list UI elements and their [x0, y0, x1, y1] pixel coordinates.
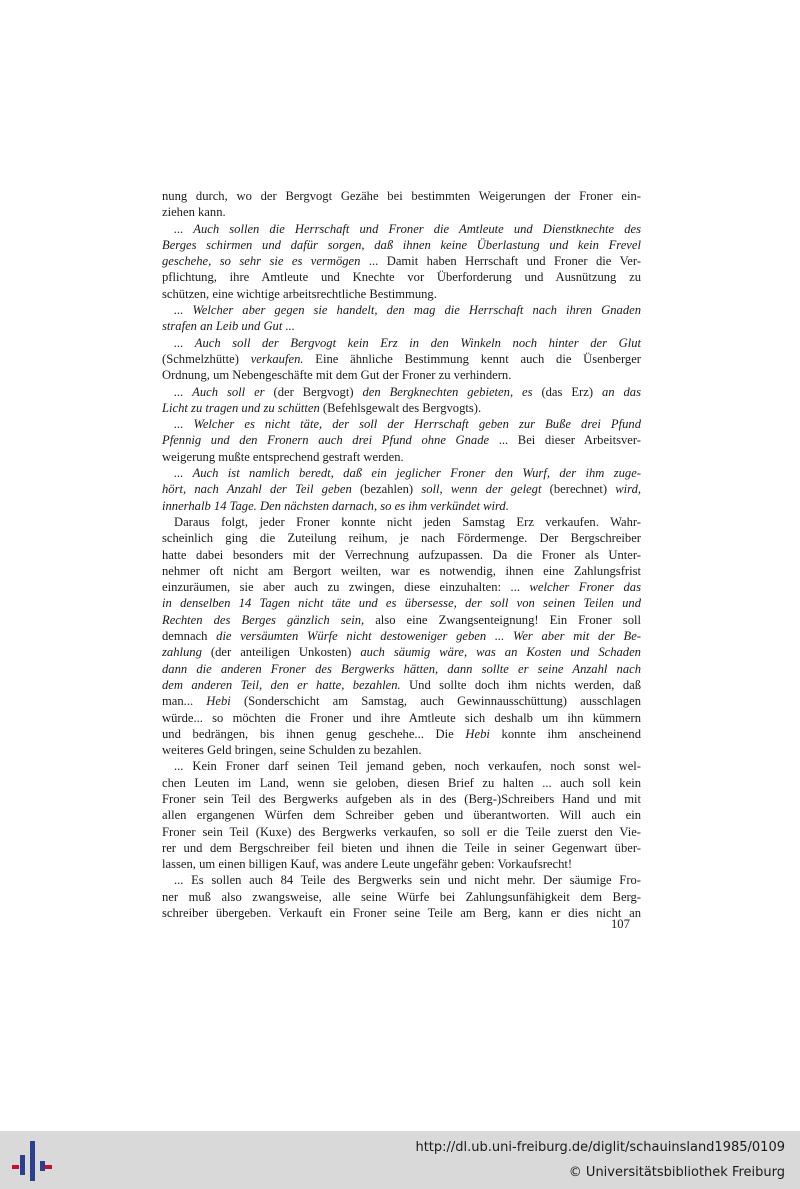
text-line: [162, 400, 641, 416]
text-segment: weigerung mußte entsprechend gestraft werden.: [162, 449, 404, 464]
footer-bar: [0, 1131, 800, 1189]
text-segment: schützen, eine wichtige arbeitsrechtliche Bestimmung.: [162, 286, 437, 301]
text-segment: rer und dem Bergschreiber feil bieten und ihnen die Teile in seiner Gegenwart über-: [162, 840, 641, 855]
text-segment: einzuräumen, sie aber auch zu zwingen, diese einzuhalten: ...: [162, 580, 530, 595]
text-segment: allen ergangenen Würfen dem Schreiber geben und überantworten. Will auch ein: [162, 808, 641, 823]
page-number: 107: [611, 917, 630, 931]
text-segment: Froner sein Teil (Kuxe) des Bergwerks verkaufen, so soll er die Teile zuerst den Vie-: [162, 824, 641, 839]
text-line: [162, 286, 641, 302]
text-segment: (das Erz): [532, 384, 602, 399]
text-segment: schreiber übergeben. Verkauft ein Froner seine Teile am Berg, kann er dies nicht an: [162, 906, 641, 921]
italic-quote-segment: die versäumten Würfe nicht destoweniger geben ... Wer aber mit der Be-: [216, 629, 641, 644]
text-segment: Eine ähnliche Bestimmung kennt auch die Üsenberger: [303, 351, 641, 366]
text-segment: Daraus folgt, jeder Froner konnte nicht jeden Samstag Erz verkaufen. Wahr-: [174, 514, 641, 529]
text-segment: also eine Zwangsenteignung! Ein Froner soll: [364, 612, 641, 627]
text-line: [162, 628, 641, 644]
text-line: [162, 840, 641, 856]
text-line: [162, 872, 641, 888]
italic-quote-segment: dem anderen Teil, den er hatte, bezahlen.: [162, 677, 401, 692]
text-segment: (Schmelzhütte): [162, 351, 251, 366]
text-segment: Und sollte doch ihm nichts werden, daß: [400, 677, 641, 692]
text-line: [162, 432, 641, 448]
text-line: [162, 351, 641, 367]
text-segment: ... Kein Froner darf seinen Teil jemand geben, noch verkaufen, noch sonst wel-: [174, 759, 641, 774]
italic-quote-segment: ... Auch sollen die Herrschaft und Froner die Amtleute und Dienstknechte des: [174, 221, 641, 236]
text-line: [162, 384, 641, 400]
text-line: [162, 775, 641, 791]
text-segment: lassen, um einen billigen Kauf, was andere Leute ungefähr geben: Vorkaufsrecht!: [162, 857, 573, 872]
text-line: [162, 237, 641, 253]
text-line: [162, 449, 641, 465]
italic-quote-segment: hört, nach Anzahl der Teil geben: [162, 482, 352, 497]
text-segment: (Sonderschicht am Samstag, auch Gewinnausschüttung) ausschlagen: [230, 694, 641, 709]
italic-quote-segment: strafen an Leib und Gut ...: [162, 319, 295, 334]
text-segment: konnte ihm anscheinend: [489, 726, 641, 741]
text-line: [162, 661, 641, 677]
text-line: [162, 644, 641, 660]
text-line: [162, 318, 641, 334]
text-segment: (berechnet): [541, 482, 616, 497]
italic-quote-segment: Licht zu tragen und zu schütten: [162, 400, 320, 415]
text-segment: nung durch, wo der Bergvogt Gezähe bei bestimmten Weigerungen der Froner ein-: [162, 189, 641, 203]
text-line: [162, 302, 641, 318]
italic-quote-segment: auch säumig wäre, was an Kosten und Schaden: [360, 645, 641, 660]
text-segment: weiteres Geld bringen, seine Schulden zu bezahlen.: [162, 743, 422, 758]
text-segment: demnach: [162, 629, 217, 644]
italic-quote-segment: in denselben 14 Tagen nicht täte und es übersesse, der soll von seinen Teilen und: [162, 596, 641, 611]
text-line: [162, 498, 641, 514]
italic-quote-segment: ... Welcher aber gegen sie handelt, den mag die Herrschaft nach ihren Gnaden: [174, 303, 641, 318]
italic-quote-segment: dann die anderen Froner des Bergwerks hätten, dann sollte er seine Anzahl nach: [162, 661, 641, 676]
text-line: [162, 221, 641, 237]
text-segment: ner muß also zwangsweise, alle seine Würfe bei Zahlungsunfähigkeit dem Berg-: [162, 889, 641, 904]
text-segment: pflichtung, ihre Amtleute und Knechte vor Überforderung und Ausnützung zu: [162, 270, 641, 285]
text-segment: (bezahlen): [351, 482, 422, 497]
text-line: [162, 856, 641, 872]
text-segment: chen Leuten im Land, wenn sie geloben, diesen Brief zu halten ... auch soll kein: [162, 775, 641, 790]
italic-quote-segment: ... Auch ist namlich beredt, daß ein jeglicher Froner den Wurf, der ihm zuge-: [174, 466, 641, 481]
italic-quote-segment: ... Welcher es nicht täte, der soll der Herrschaft geben zur Buße drei Pfund: [174, 417, 641, 432]
text-segment: würde... so möchten die Froner und ihre Amtleute sich deshalb um ihn kümmern: [162, 710, 641, 725]
text-line: [162, 824, 641, 840]
text-segment: ziehen kann.: [162, 205, 226, 220]
text-line: [162, 530, 641, 546]
text-line: [162, 905, 641, 921]
text-line: [162, 335, 641, 351]
text-line: [162, 726, 641, 742]
library-logo-icon: [12, 1139, 52, 1183]
text-segment: nehmer oft nicht am Bergort weilten, war es notwendig, ihnen eine Zahlungsfrist: [162, 563, 641, 578]
text-line: [162, 791, 641, 807]
text-line: [162, 514, 641, 530]
italic-quote-segment: an das: [601, 384, 641, 399]
italic-quote-segment: geschehe, so sehr sie es vermögen: [162, 254, 361, 269]
italic-quote-segment: ... Auch soll er: [174, 384, 265, 399]
italic-quote-segment: Hebi: [465, 726, 490, 741]
text-line: [162, 547, 641, 563]
text-line: [162, 710, 641, 726]
italic-quote-segment: verkaufen.: [250, 351, 304, 366]
text-line: [162, 677, 641, 693]
italic-quote-segment: den Bergknechten gebieten, es: [362, 384, 533, 399]
text-line: [162, 188, 641, 204]
text-line: [162, 204, 641, 220]
text-segment: (der Bergvogt): [264, 384, 363, 399]
text-line: [162, 595, 641, 611]
text-line: [162, 367, 641, 383]
text-segment: Froner sein Teil des Bergwerks aufgeben als in des (Berg-)Schreibers Hand und mit: [162, 791, 641, 806]
italic-quote-segment: ... Auch soll der Bergvogt kein Erz in den Winkeln noch hinter der Glut: [174, 335, 641, 350]
text-segment: ... Bei dieser Arbeitsver-: [489, 433, 641, 448]
text-segment: man...: [162, 694, 207, 709]
text-line: [162, 563, 641, 579]
text-segment: und bedrängen, bis ihnen genug geschehe... Die: [162, 726, 466, 741]
italic-quote-segment: zahlung: [162, 645, 202, 660]
body-text: [162, 188, 641, 921]
text-line: [162, 889, 641, 905]
text-line: [162, 742, 641, 758]
source-url-link[interactable]: http://dl.ub.uni-freiburg.de/diglit/schauinsland1985/0109: [415, 1140, 785, 1155]
text-line: [162, 807, 641, 823]
text-segment: ... Damit haben Herrschaft und Froner die Ver-: [360, 254, 641, 269]
text-line: [162, 579, 641, 595]
italic-quote-segment: Berges schirmen und dafür sorgen, daß ihnen keine Überlastung und kein Frevel: [162, 237, 641, 252]
text-segment: scheinlich ging die Zuteilung reihum, je nach Fördermenge. Der Bergschreiber: [162, 531, 641, 546]
text-segment: (Befehlsgewalt des Bergvogts).: [319, 400, 482, 415]
italic-quote-segment: wird,: [615, 482, 642, 497]
italic-quote-segment: Rechten des Berges gänzlich sein,: [162, 612, 365, 627]
copyright-notice: © Universitätsbibliothek Freiburg: [568, 1165, 785, 1180]
text-line: [162, 612, 641, 628]
text-line: [162, 693, 641, 709]
text-segment: (der anteiligen Unkosten): [201, 645, 361, 660]
italic-quote-segment: Pfennig und den Fronern auch drei Pfund ohne Gnade: [162, 433, 490, 448]
text-line: [162, 269, 641, 285]
text-line: [162, 416, 641, 432]
text-line: [162, 465, 641, 481]
italic-quote-segment: Hebi: [206, 694, 231, 709]
text-segment: ... Es sollen auch 84 Teile des Bergwerks sein und nicht mehr. Der säumige Fro-: [174, 873, 641, 888]
text-segment: Ordnung, um Nebengeschäfte mit dem Gut der Froner zu verhindern.: [162, 368, 512, 383]
italic-quote-segment: soll, wenn der gelegt: [421, 482, 542, 497]
text-segment: hatte dabei besonders mit der Verrechnung aufzupassen. Da die Froner als Unter-: [162, 547, 641, 562]
text-line: [162, 758, 641, 774]
text-line: [162, 253, 641, 269]
italic-quote-segment: welcher Froner das: [529, 580, 641, 595]
italic-quote-segment: innerhalb 14 Tage. Den nächsten darnach, so es ihm verkündet wird.: [162, 498, 509, 513]
text-line: [162, 481, 641, 497]
